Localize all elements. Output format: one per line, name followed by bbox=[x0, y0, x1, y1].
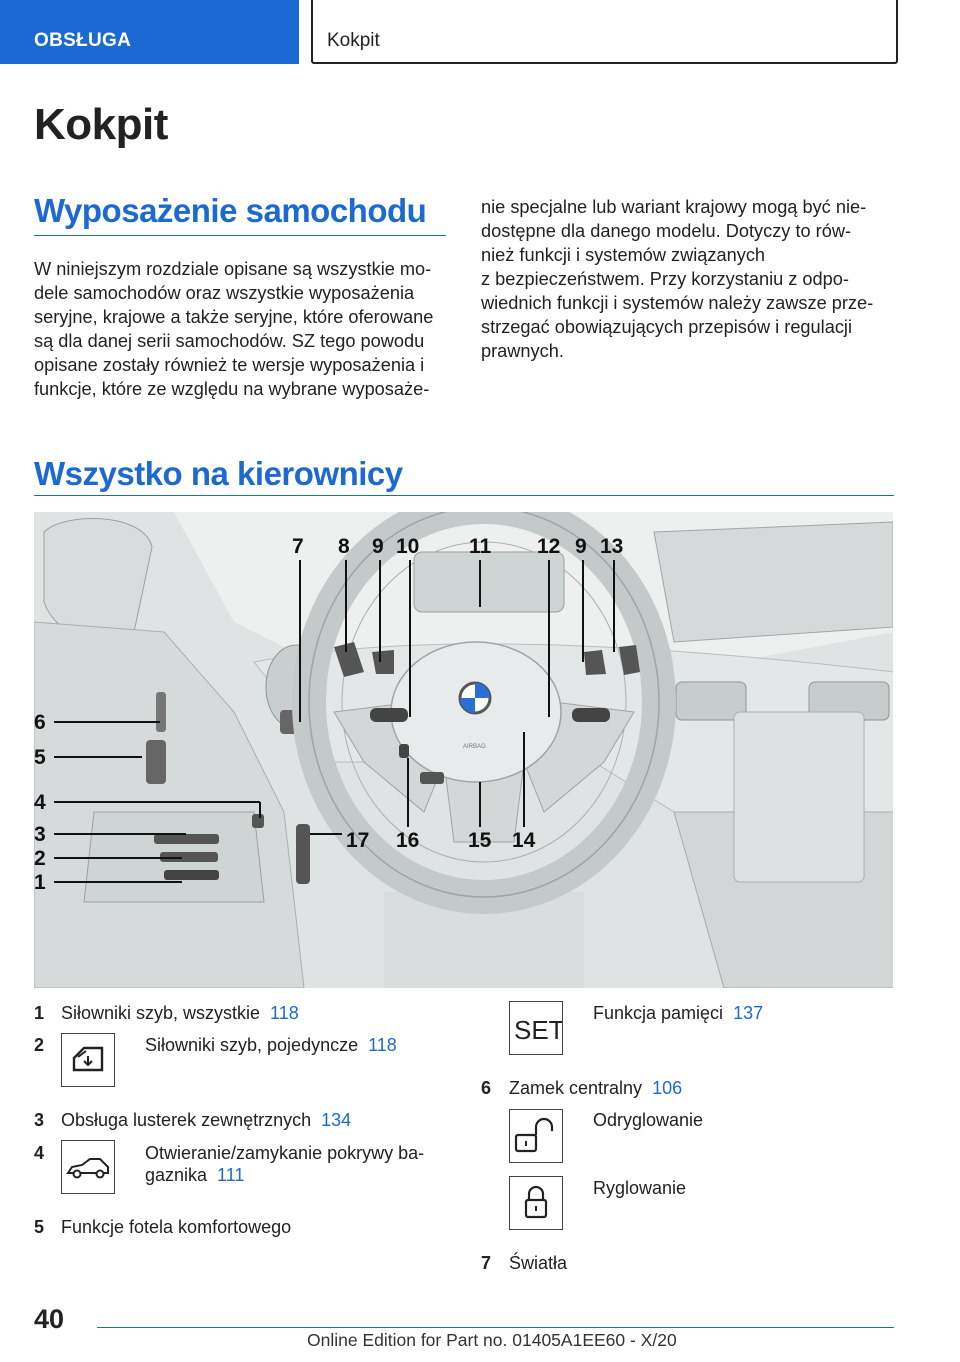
page-reference[interactable]: 111 bbox=[217, 1165, 245, 1185]
legend-text: Funkcje fotela komfortowego bbox=[61, 1217, 292, 1237]
section-rule bbox=[34, 235, 446, 236]
legend-text: Światła bbox=[509, 1253, 568, 1273]
callout-9: 9 bbox=[575, 535, 587, 558]
callout-15: 15 bbox=[468, 829, 492, 852]
callout-2: 2 bbox=[34, 847, 46, 870]
section-tab[interactable] bbox=[0, 0, 299, 64]
legend-item-6 bbox=[481, 1077, 901, 1099]
section-title-equipment: Wyposażenie samochodu bbox=[34, 192, 427, 229]
text-line: dele samochodów oraz wszystkie wyposażenia bbox=[34, 283, 415, 303]
page-reference[interactable]: 106 bbox=[652, 1078, 683, 1098]
callout-3: 3 bbox=[34, 823, 46, 846]
callout-14: 14 bbox=[512, 829, 536, 852]
callout-7: 7 bbox=[292, 535, 304, 558]
callout-4: 4 bbox=[34, 791, 46, 814]
legend-text: Funkcja pamięci bbox=[593, 1003, 724, 1023]
section-tab-label: OBSŁUGA bbox=[34, 30, 132, 51]
legend-text: Siłowniki szyb, pojedyncze bbox=[145, 1035, 359, 1055]
page-reference[interactable]: 137 bbox=[733, 1003, 764, 1023]
legend-text: Odryglowanie bbox=[593, 1110, 704, 1130]
callout-13: 13 bbox=[600, 535, 624, 558]
legend-number: 2 bbox=[34, 1035, 45, 1055]
text-line: funkcje, które ze względu na wybrane wyposaże- bbox=[34, 379, 430, 399]
text-line: nie specjalne lub wariant krajowy mogą być nie- bbox=[481, 197, 867, 217]
callout-6: 6 bbox=[34, 711, 46, 734]
cockpit-illustration bbox=[34, 512, 893, 988]
section-rule bbox=[34, 495, 894, 496]
callout-8: 8 bbox=[338, 535, 350, 558]
set-memory-icon bbox=[509, 1001, 563, 1055]
legend-number: 4 bbox=[34, 1143, 45, 1163]
text-line: wiednich funkcji i systemów należy zawsze prze- bbox=[481, 293, 874, 313]
legend-memory bbox=[593, 1002, 893, 1024]
callout-17: 17 bbox=[346, 829, 370, 852]
legend-text: Otwieranie/zamykanie pokrywy ba- bbox=[145, 1143, 425, 1163]
legend-unlock bbox=[593, 1109, 893, 1131]
text-line: z bezpieczeństwem. Przy korzystaniu z odpo- bbox=[481, 269, 849, 289]
legend-item-1 bbox=[34, 1002, 454, 1024]
legend-number: 1 bbox=[34, 1003, 45, 1023]
callout-10: 10 bbox=[396, 535, 420, 558]
text-line: nież funkcji i systemów związanych bbox=[481, 245, 766, 265]
text-line: strzegać obowiązujących przepisów i regulacji bbox=[481, 317, 852, 337]
legend-item-5 bbox=[34, 1216, 454, 1238]
callout-16: 16 bbox=[396, 829, 420, 852]
legend-number: 6 bbox=[481, 1078, 492, 1098]
text-line: seryjne, krajowe a także seryjne, które oferowane bbox=[34, 307, 434, 327]
text-line: opisane zostały również te wersje wyposażenia i bbox=[34, 355, 425, 375]
legend-item-4-text bbox=[145, 1142, 455, 1186]
page-reference[interactable]: 134 bbox=[321, 1110, 352, 1130]
text-line: dostępne dla danego modelu. Dotyczy to rów- bbox=[481, 221, 852, 241]
footer-rule bbox=[97, 1327, 894, 1328]
legend-item-3 bbox=[34, 1109, 454, 1131]
text-line: prawnych. bbox=[481, 341, 564, 361]
legend-number: 3 bbox=[34, 1110, 45, 1130]
page-number: 40 bbox=[34, 1304, 65, 1334]
page-title: Kokpit bbox=[34, 100, 168, 149]
legend-item-7 bbox=[481, 1252, 901, 1274]
intro-text-right bbox=[481, 195, 895, 363]
callout-1: 1 bbox=[34, 871, 46, 894]
trunk-lid-icon bbox=[61, 1140, 115, 1194]
legend-item-2-text bbox=[145, 1034, 455, 1056]
text-line: W niniejszym rozdziale opisane są wszystkie mo- bbox=[34, 259, 432, 279]
unlock-icon bbox=[509, 1109, 563, 1163]
lock-icon bbox=[509, 1176, 563, 1230]
window-lifter-icon bbox=[61, 1033, 115, 1087]
chapter-header bbox=[311, 0, 898, 64]
legend-text: gaznika bbox=[145, 1165, 208, 1185]
page-reference[interactable]: 118 bbox=[270, 1003, 299, 1023]
set-icon-label: SET bbox=[514, 1015, 562, 1045]
legend-number: 5 bbox=[34, 1217, 45, 1237]
legend-lock bbox=[593, 1177, 893, 1199]
legend-text: Siłowniki szyb, wszystkie bbox=[61, 1003, 261, 1023]
section-title-steering: Wszystko na kierownicy bbox=[34, 455, 403, 492]
callout-9: 9 bbox=[372, 535, 384, 558]
legend-text: Zamek centralny bbox=[509, 1078, 643, 1098]
legend-text: Obsługa lusterek zewnętrznych bbox=[61, 1110, 312, 1130]
intro-text-left bbox=[34, 257, 448, 401]
footer-edition: Online Edition for Part no. 01405A1EE60 - X/20 bbox=[307, 1330, 677, 1350]
airbag-label: AIRBAG bbox=[463, 744, 486, 750]
legend-text: Ryglowanie bbox=[593, 1178, 687, 1198]
callout-11: 11 bbox=[469, 535, 492, 558]
legend-number: 7 bbox=[481, 1253, 492, 1273]
callout-12: 12 bbox=[537, 535, 561, 558]
callout-5: 5 bbox=[34, 746, 46, 769]
text-line: są dla danej serii samochodów. SZ tego powodu bbox=[34, 331, 425, 351]
page-reference[interactable]: 118 bbox=[368, 1035, 397, 1055]
chapter-label: Kokpit bbox=[327, 30, 380, 51]
